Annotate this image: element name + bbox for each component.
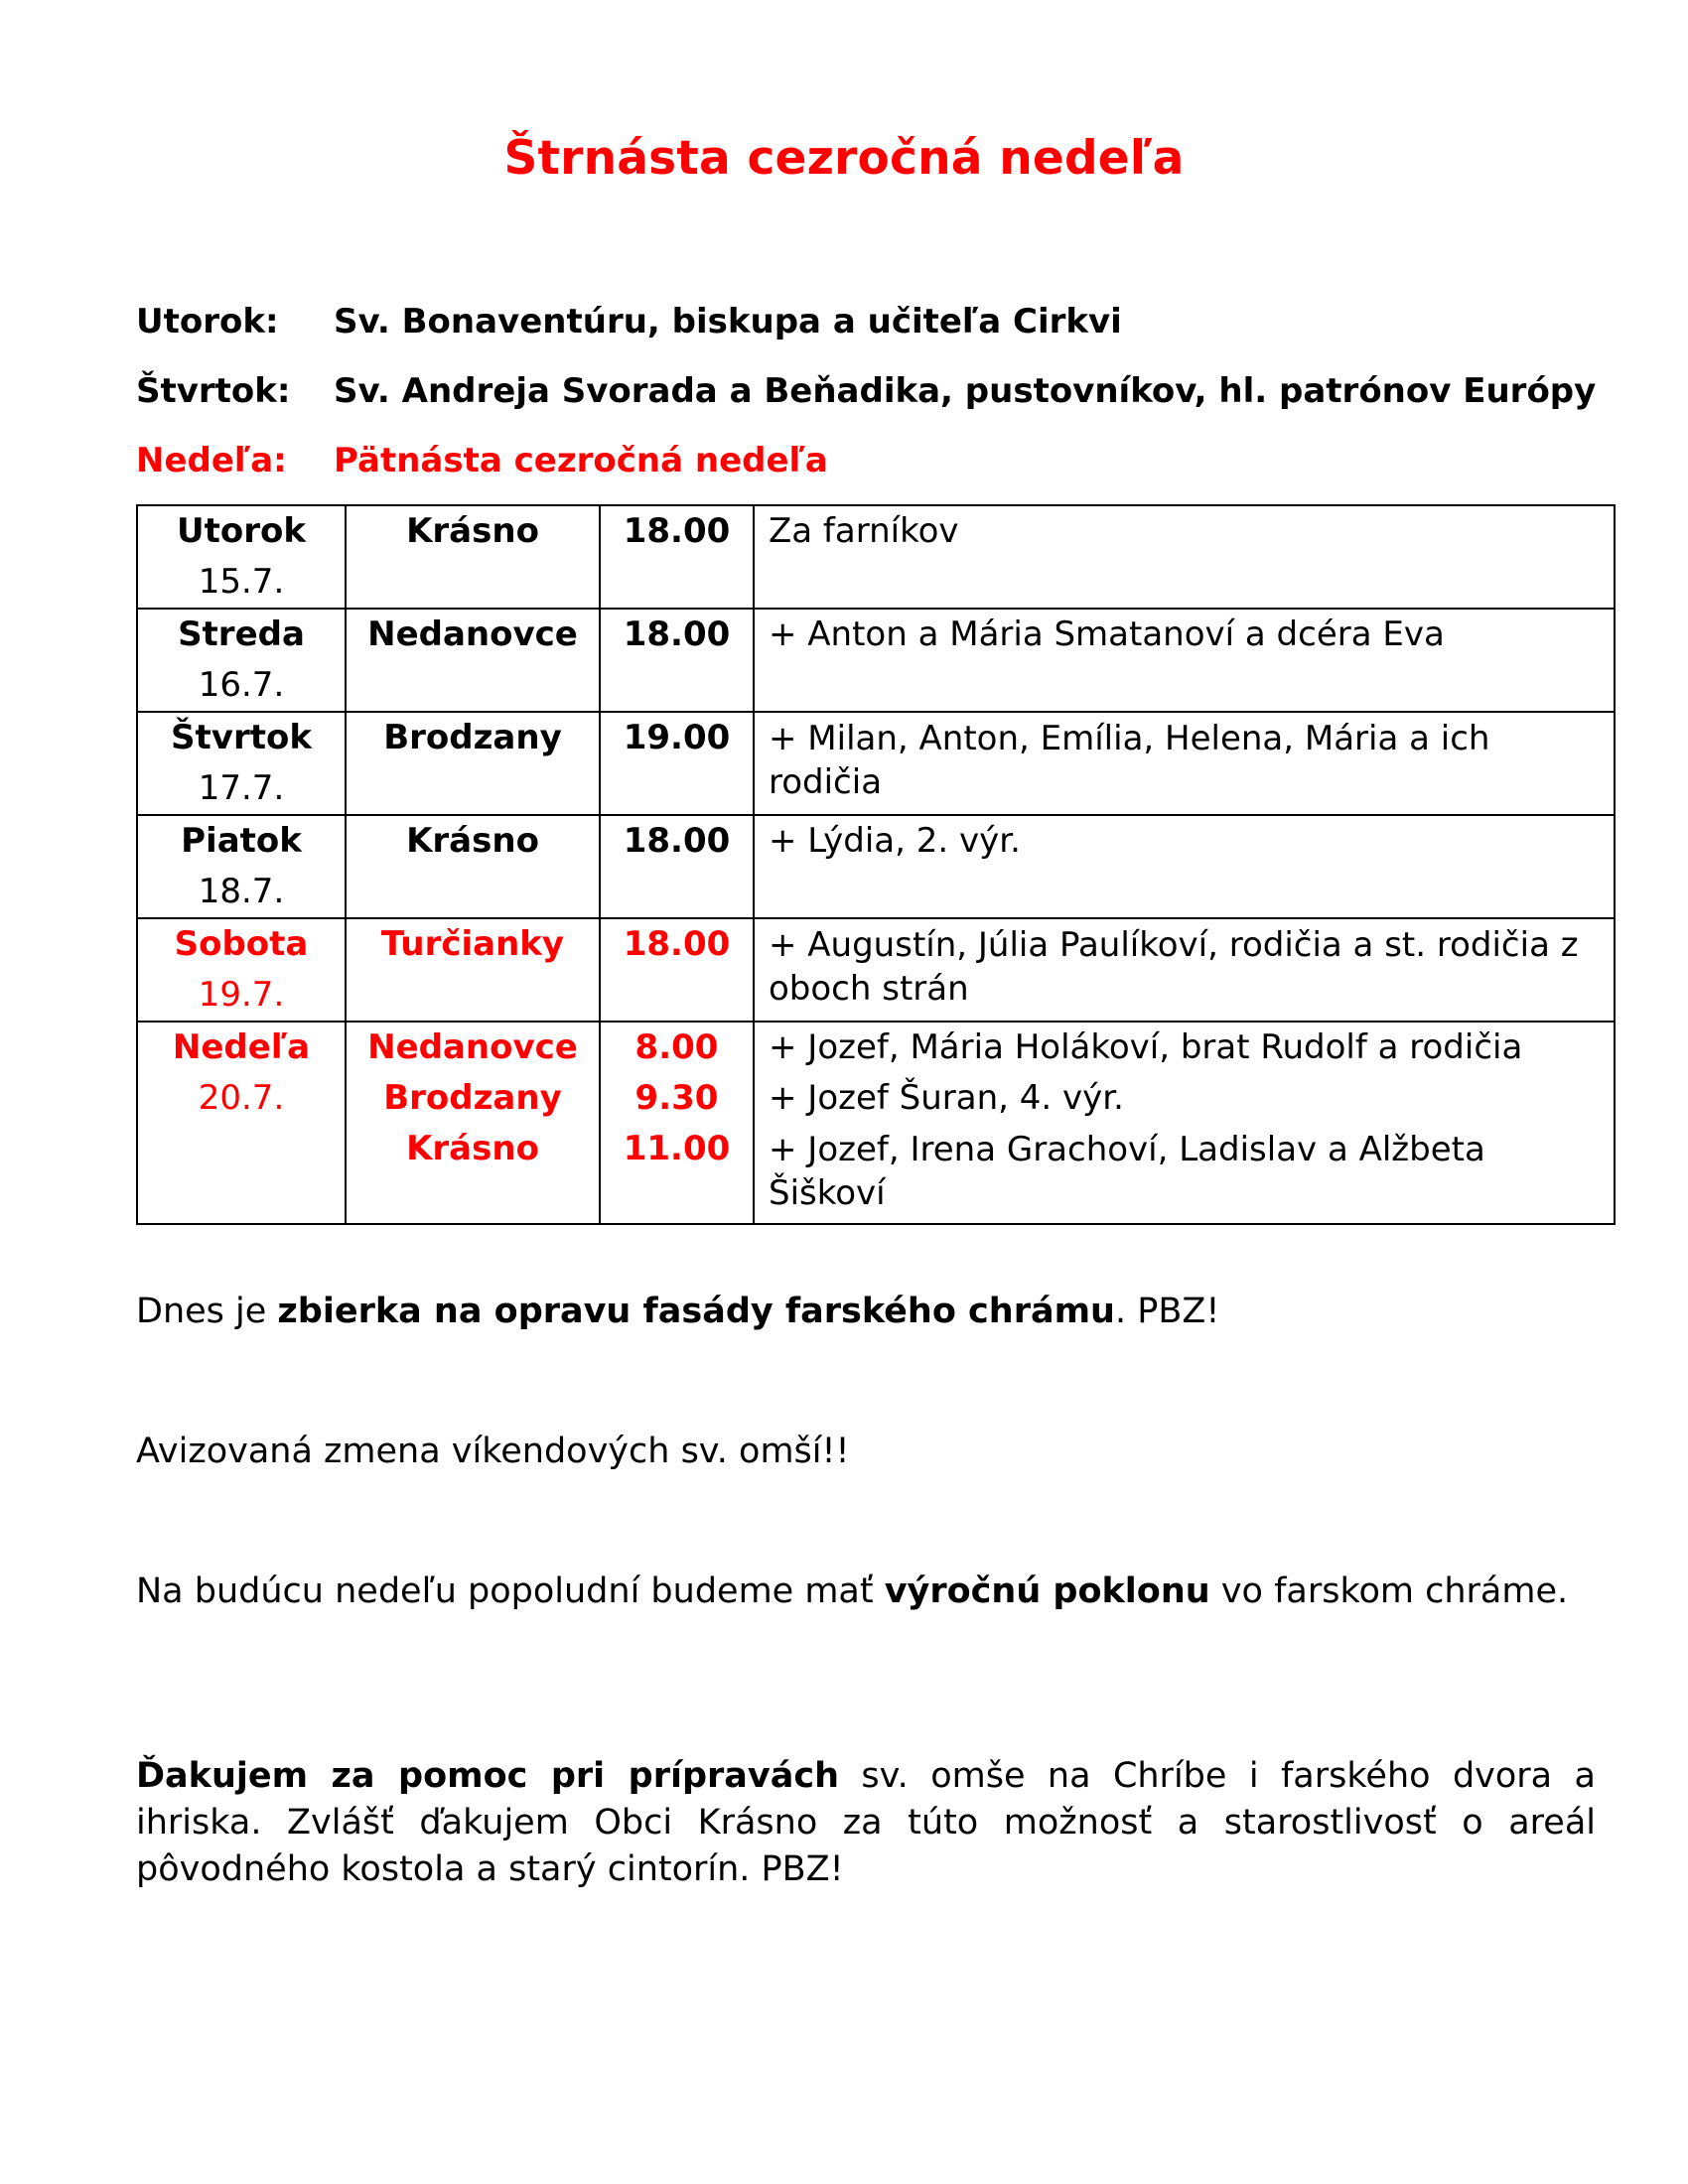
feast-day: Nedeľa: xyxy=(136,441,287,480)
place-cell: Nedanovce Brodzany Krásno xyxy=(346,1022,600,1224)
table-row xyxy=(137,712,1615,815)
day-cell: Štvrtok 17.7. xyxy=(137,712,346,815)
intention-cell: + Milan, Anton, Emília, Helena, Mária a ich rodičia xyxy=(754,712,1615,815)
intention-cell: + Anton a Mária Smatanoví a dcéra Eva xyxy=(754,609,1615,712)
time-cell: 8.00 9.30 11.00 xyxy=(600,1022,754,1224)
time-cell: 19.00 xyxy=(600,712,754,815)
intention-cell: Za farníkov xyxy=(754,505,1615,609)
feast-text: Pätnásta cezročná nedeľa xyxy=(334,441,828,480)
feast-row xyxy=(136,371,1596,411)
place-cell: Krásno xyxy=(346,815,600,918)
table-row xyxy=(137,815,1615,918)
time-cell: 18.00 xyxy=(600,815,754,918)
place-cell: Nedanovce xyxy=(346,609,600,712)
place-cell: Turčianky xyxy=(346,918,600,1022)
day-cell: Nedeľa 20.7. xyxy=(137,1022,346,1224)
place-cell: Brodzany xyxy=(346,712,600,815)
day-cell: Utorok 15.7. xyxy=(137,505,346,609)
announcement-collection: Dnes je zbierka na opravu fasády farského chrámu. PBZ! xyxy=(136,1292,1220,1331)
time-cell: 18.00 xyxy=(600,918,754,1022)
announcement-thanks: Ďakujem za pomoc pri prípravách sv. omše na Chríbe i farského dvora a ihriska. Zvlášť ďakujem Obci Krásno za túto možnosť a starostlivosť o areál pôvodného kostola a starý cintorín. PBZ! xyxy=(136,1756,1597,1889)
intention-cell: + Augustín, Júlia Paulíkoví, rodičia a st. rodičia z oboch strán xyxy=(754,918,1615,1022)
announcement-schedule-change: Avizovaná zmena víkendových sv. omší!! xyxy=(136,1432,850,1471)
time-cell: 18.00 xyxy=(600,609,754,712)
day-cell: Sobota 19.7. xyxy=(137,918,346,1022)
mass-schedule-table xyxy=(136,504,1616,1225)
table-row-sunday xyxy=(137,1022,1615,1224)
feast-row-sunday xyxy=(136,441,828,480)
place-cell: Krásno xyxy=(346,505,600,609)
day-cell: Streda 16.7. xyxy=(137,609,346,712)
page-title: Štrnásta cezročná nedeľa xyxy=(503,131,1185,186)
table-row-saturday xyxy=(137,918,1615,1022)
time-cell: 18.00 xyxy=(600,505,754,609)
feast-day: Štvrtok: xyxy=(136,371,291,411)
day-cell: Piatok 18.7. xyxy=(137,815,346,918)
table-row xyxy=(137,609,1615,712)
announcement-adoration: Na budúcu nedeľu popoludní budeme mať výročnú poklonu vo farskom chráme. xyxy=(136,1571,1569,1611)
intention-cell: + Jozef, Mária Holákoví, brat Rudolf a rodičia + Jozef Šuran, 4. výr. + Jozef, Irena Grachoví, Ladislav a Alžbeta Šiškoví xyxy=(754,1022,1615,1224)
feast-row xyxy=(136,302,1122,341)
intention-cell: + Lýdia, 2. výr. xyxy=(754,815,1615,918)
feast-text: Sv. Bonaventúru, biskupa a učiteľa Cirkvi xyxy=(334,302,1122,341)
table-row xyxy=(137,505,1615,609)
feast-text: Sv. Andreja Svorada a Beňadika, pustovníkov, hl. patrónov Európy xyxy=(334,371,1597,411)
feast-day: Utorok: xyxy=(136,302,279,341)
